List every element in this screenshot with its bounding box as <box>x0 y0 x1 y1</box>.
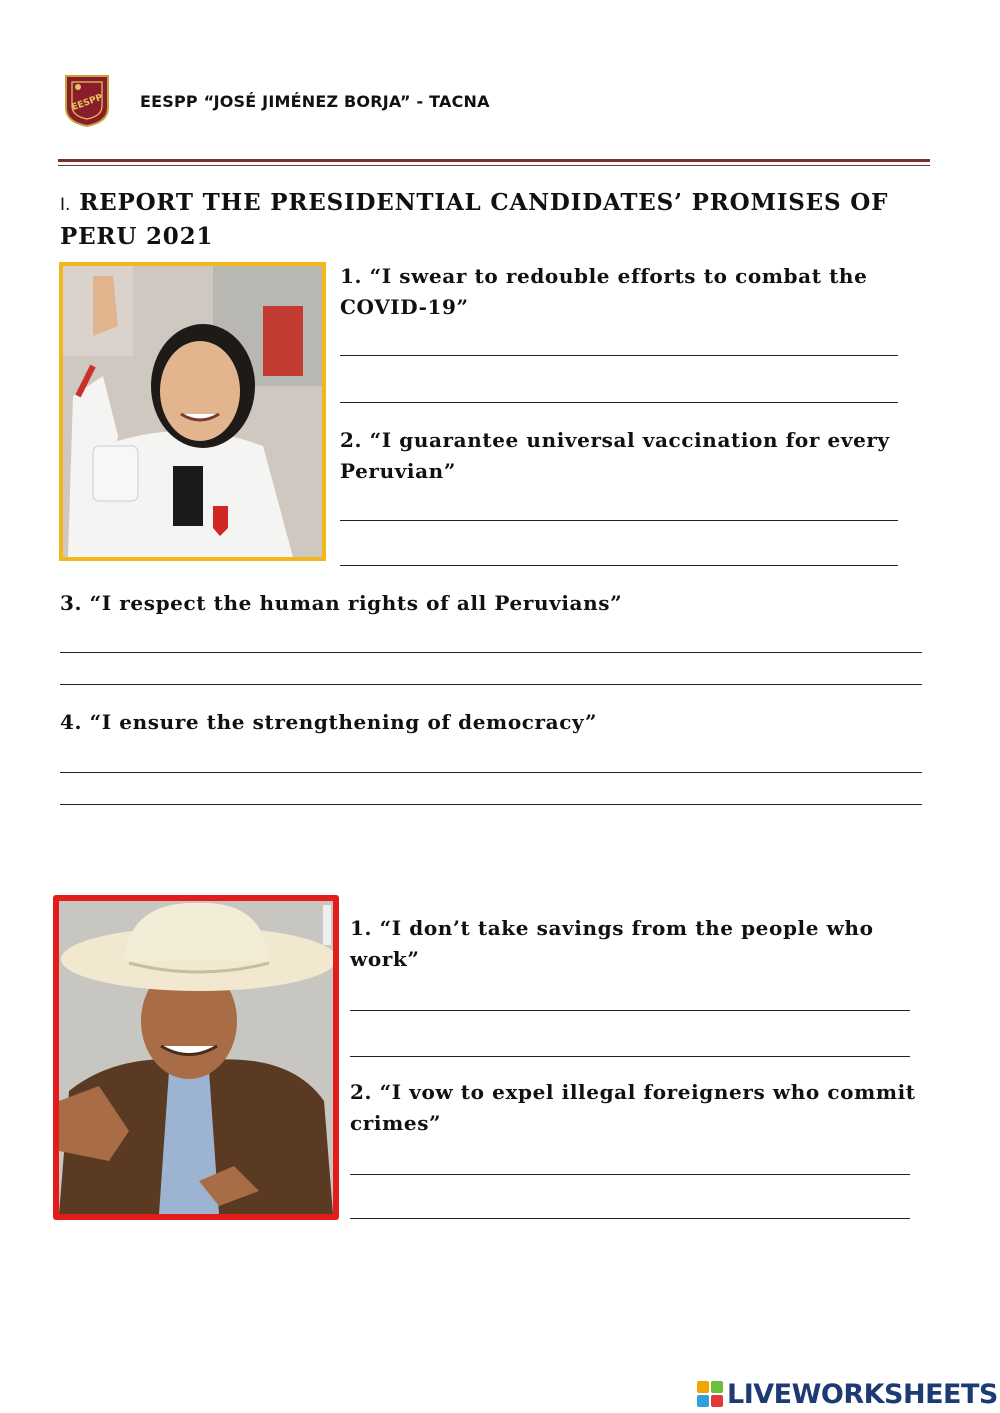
brand-text: LIVEWORKSHEETS <box>727 1378 998 1410</box>
answer-line[interactable] <box>60 772 922 773</box>
answer-line[interactable] <box>350 1174 910 1175</box>
answer-line[interactable] <box>60 684 922 685</box>
answer-line[interactable] <box>340 565 898 566</box>
school-name: EESPP “JOSÉ JIMÉNEZ BORJA” - TACNA <box>140 92 490 111</box>
candidate-2-photo <box>53 895 339 1220</box>
section-title-text: REPORT THE PRESIDENTIAL CANDIDATES’ PROMISES OF PERU 2021 <box>60 189 889 250</box>
answer-line[interactable] <box>60 804 922 805</box>
candidate-1-promise-3: 3. “I respect the human rights of all Peruvians” <box>60 591 623 615</box>
answer-line[interactable] <box>350 1056 910 1057</box>
header-divider <box>58 159 930 162</box>
liveworksheets-icon <box>697 1381 723 1407</box>
liveworksheets-brand[interactable] <box>697 1376 998 1412</box>
school-logo <box>62 72 112 128</box>
candidate-2-promise-1: 1. “I don’t take savings from the people who work” <box>350 916 874 971</box>
svg-text:EESPP: EESPP <box>70 92 105 114</box>
section-title <box>60 187 930 253</box>
answer-line[interactable] <box>350 1218 910 1219</box>
answer-line[interactable] <box>350 1010 910 1011</box>
header-divider-thin <box>58 165 930 166</box>
candidate-2-promise-2: 2. “I vow to expel illegal foreigners who commit crimes” <box>350 1080 916 1135</box>
candidate-1-promise-1: 1. “I swear to redouble efforts to combat the COVID-19” <box>340 264 868 319</box>
candidate-1-photo <box>59 262 326 561</box>
candidate-1-promise-2: 2. “I guarantee universal vaccination for every Peruvian” <box>340 428 890 483</box>
answer-line[interactable] <box>60 652 922 653</box>
answer-line[interactable] <box>340 355 898 356</box>
answer-line[interactable] <box>340 520 898 521</box>
candidate-1-promise-4: 4. “I ensure the strengthening of democracy” <box>60 710 598 734</box>
section-number: I. <box>60 195 71 215</box>
answer-line[interactable] <box>340 402 898 403</box>
